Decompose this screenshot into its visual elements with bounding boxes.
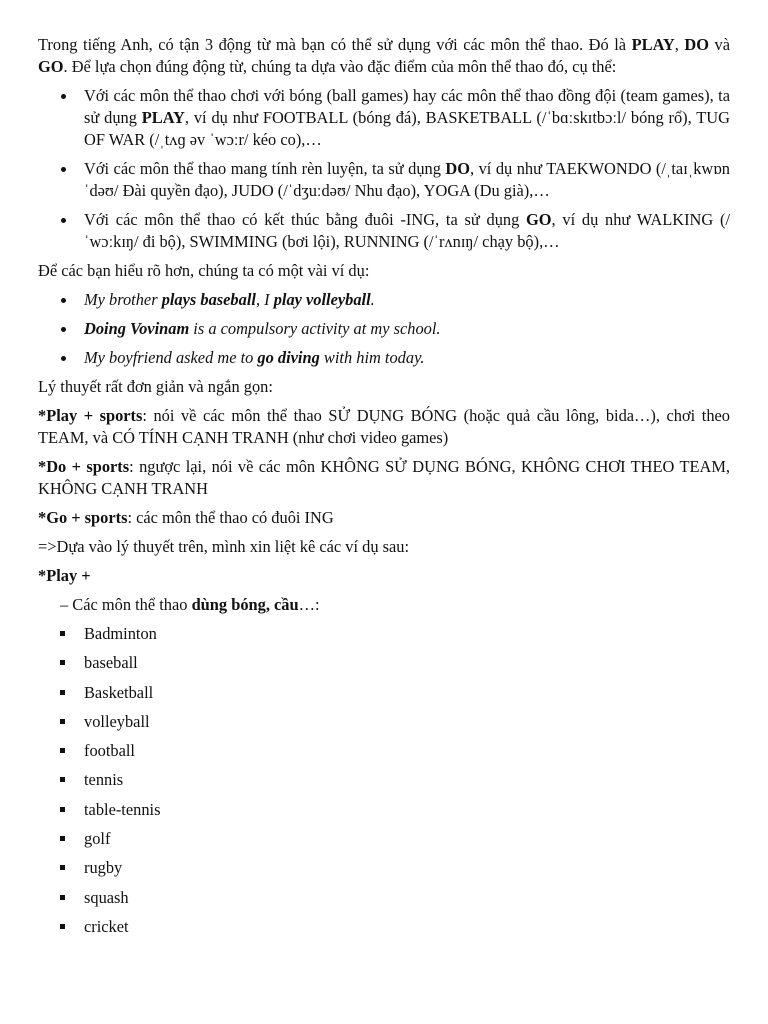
example-item xyxy=(38,347,730,369)
theory-intro: Lý thuyết rất đơn giản và ngắn gọn: xyxy=(38,377,273,396)
separator: , xyxy=(674,35,685,54)
theory-text: : ngược lại, nói về các môn KHÔNG SỬ DỤNG BÓNG, KHÔNG CHƠI THEO TEAM, KHÔNG CẠNH TRANH xyxy=(38,457,730,498)
verb-go: GO xyxy=(38,57,64,76)
example-text: with him today. xyxy=(319,348,425,367)
theory-do xyxy=(38,456,730,500)
sport-item: table-tennis xyxy=(38,799,730,821)
theory-label: *Do + sports xyxy=(38,457,130,476)
play-heading xyxy=(38,565,730,587)
theory-play xyxy=(38,405,730,449)
subheading xyxy=(38,594,730,616)
examples-intro: Để các bạn hiểu rõ hơn, chúng ta có một vài ví dụ: xyxy=(38,261,370,280)
sport-item: tennis xyxy=(38,769,730,791)
sports-list xyxy=(38,623,730,938)
sport-item: volleyball xyxy=(38,711,730,733)
rule-verb: GO xyxy=(526,210,552,229)
intro-text: . Để lựa chọn đúng động từ, chúng ta dựa vào đặc điểm của môn thể thao đó, cụ thể: xyxy=(63,57,617,76)
example-emphasis: plays baseball xyxy=(161,290,256,309)
subheading-text: – Các môn thể thao xyxy=(60,595,192,614)
intro-text: Trong tiếng Anh, có tận 3 động từ mà bạn có thể sử dụng với các môn thể thao. Đó là xyxy=(38,35,632,54)
rule-text: , ví dụ như WALKING (/ˈwɔːkɪŋ/ đi bộ), SWIMMING (bơi lội), RUNNING (/ˈrʌnɪŋ/ chạy bộ),… xyxy=(84,210,730,251)
rule-text: Với các môn thể thao chơi với bóng (ball games) hay các môn thể thao đồng đội (team games), ta sử dụng xyxy=(84,86,730,127)
rule-item-do xyxy=(38,158,730,202)
sport-item: Basketball xyxy=(38,682,730,704)
examples-list xyxy=(38,289,730,369)
rules-list xyxy=(38,85,730,253)
example-text: . xyxy=(370,290,375,309)
theory-text: : các môn thể thao có đuôi ING xyxy=(127,508,334,527)
sport-item: baseball xyxy=(38,652,730,674)
example-emphasis: go diving xyxy=(257,348,320,367)
theory-label: *Go + sports xyxy=(38,508,128,527)
play-heading-label: *Play + xyxy=(38,566,91,585)
theory-text: : nói về các môn thể thao SỬ DỤNG BÓNG (hoặc quả cầu lông, bida…), chơi theo TEAM, và CÓ TÍNH CẠNH TRANH (như chơi video games) xyxy=(38,406,730,447)
sport-item: rugby xyxy=(38,857,730,879)
example-item xyxy=(38,318,730,340)
example-emphasis: play volleyball xyxy=(273,290,371,309)
sport-item: football xyxy=(38,740,730,762)
intro-paragraph xyxy=(38,34,730,78)
subheading-emphasis: dùng bóng, cầu xyxy=(191,595,299,614)
rule-text: Với các môn thể thao mang tính rèn luyện, ta sử dụng xyxy=(84,159,446,178)
rule-text: , ví dụ như FOOTBALL (bóng đá), BASKETBALL (/ˈbɑːskɪtbɔːl/ bóng rổ), TUG OF WAR (/ˌtʌɡ əv ˈwɔːr/ kéo co),… xyxy=(84,108,730,149)
theory-go xyxy=(38,507,730,529)
theory-label: *Play + sports xyxy=(38,406,143,425)
rule-item-play xyxy=(38,85,730,151)
subheading-text: …: xyxy=(298,595,320,614)
example-emphasis: Doing Vovinam xyxy=(84,319,190,338)
rule-verb: DO xyxy=(445,159,471,178)
separator: và xyxy=(708,35,730,54)
example-text: My boyfriend asked me to xyxy=(84,348,258,367)
verb-play: PLAY xyxy=(631,35,675,54)
example-text: My brother xyxy=(84,290,162,309)
rule-item-go xyxy=(38,209,730,253)
sport-item: Badminton xyxy=(38,623,730,645)
rule-text: , ví dụ như TAEKWONDO (/ˌtaɪˌkwɒnˈdəʊ/ Đài quyền đạo), JUDO (/ˈdʒuːdəʊ/ Nhu đạo), YOGA (Du già),… xyxy=(84,159,731,200)
sport-item: squash xyxy=(38,887,730,909)
verb-do: DO xyxy=(684,35,709,54)
conclusion-text: =>Dựa vào lý thuyết trên, mình xin liệt kê các ví dụ sau: xyxy=(38,537,410,556)
sport-item: golf xyxy=(38,828,730,850)
example-text: is a compulsory activity at my school. xyxy=(189,319,441,338)
example-text: , I xyxy=(255,290,274,309)
rule-text: Với các môn thể thao có kết thúc bằng đuôi -ING, ta sử dụng xyxy=(84,210,527,229)
rule-verb: PLAY xyxy=(141,108,185,127)
example-item xyxy=(38,289,730,311)
sport-item: cricket xyxy=(38,916,730,938)
